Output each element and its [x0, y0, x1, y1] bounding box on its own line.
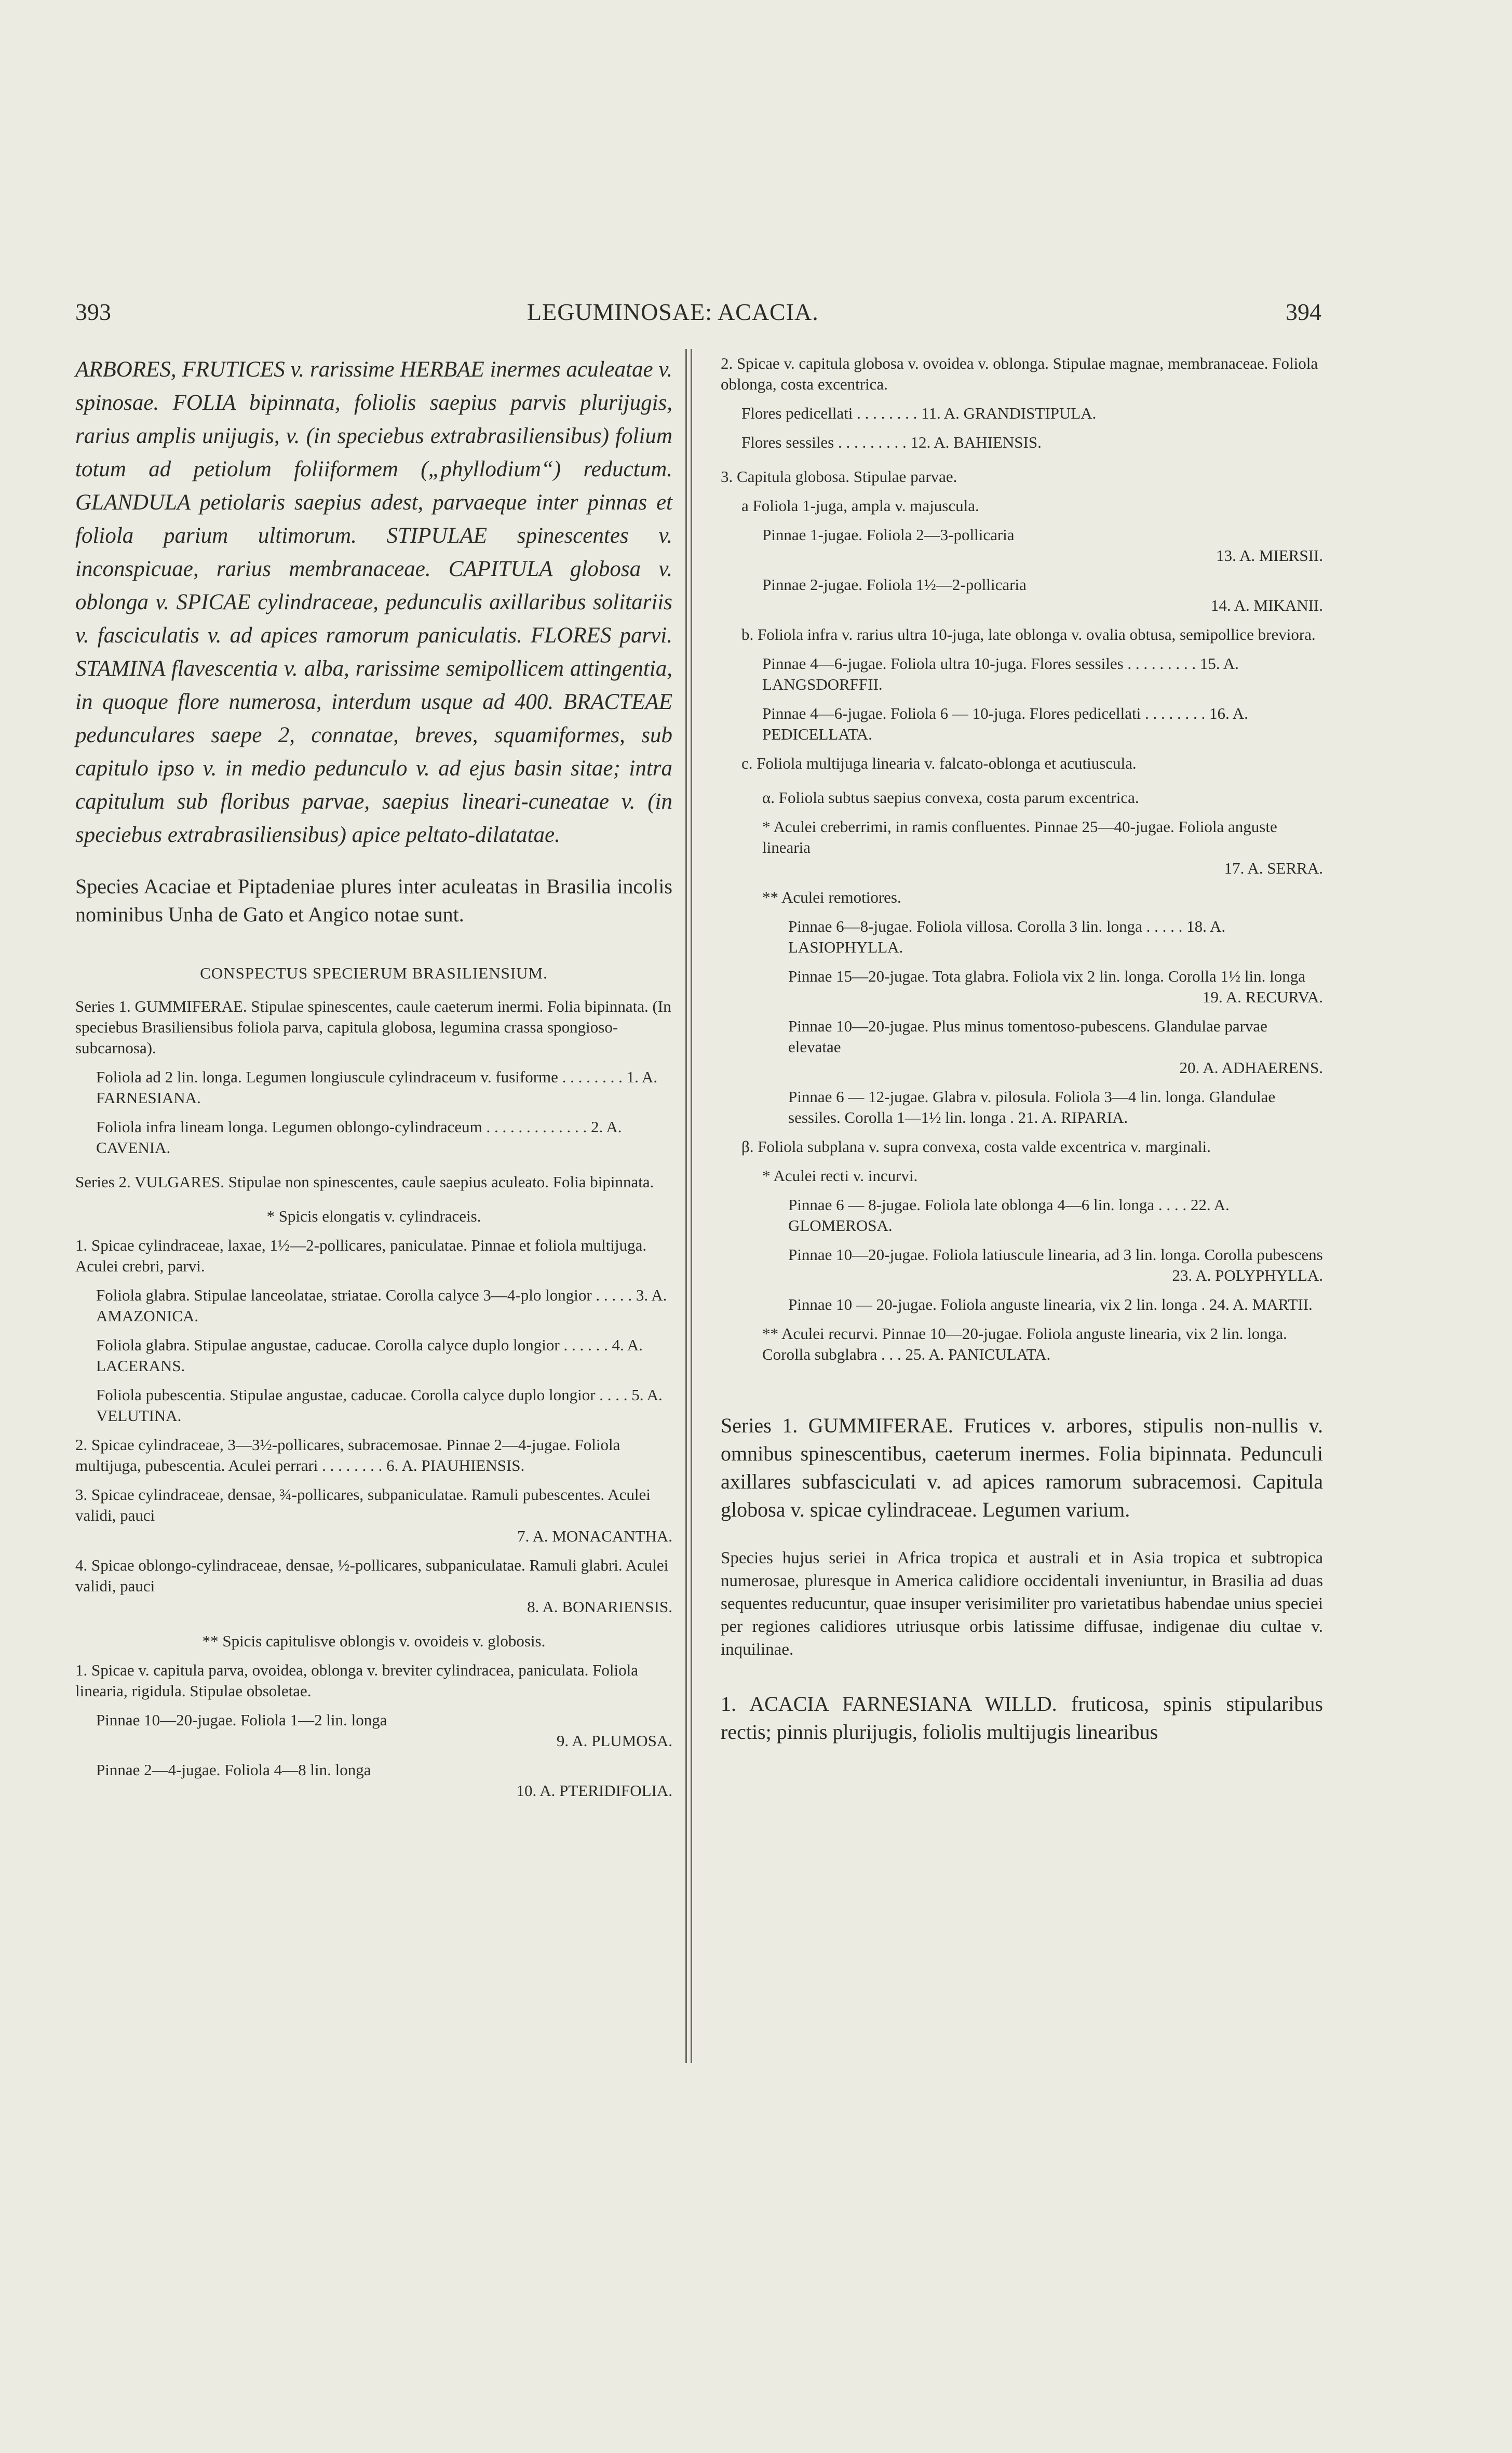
key-line: Foliola infra lineam longa. Legumen oblongo-cylindraceum . . . . . . . . . . . . . 2. A. CAVENIA. — [96, 1118, 622, 1157]
species-name: 14. A. MIKANII. — [1210, 596, 1323, 614]
key-line: c. Foliola multijuga linearia v. falcato-oblonga et acutiuscula. — [741, 754, 1137, 772]
key-line: Flores pedicellati . . . . . . . . 11. A. GRANDISTIPULA. — [741, 404, 1097, 422]
key-line: Series 2. VULGARES. Stipulae non spinescentes, caule saepius aculeato. Folia bipinnata. — [75, 1173, 654, 1191]
key-line: * Aculei recti v. incurvi. — [762, 1167, 918, 1185]
key-line: ** Aculei recurvi. Pinnae 10—20-jugae. Foliola anguste linearia, vix 2 lin. longa. Corolla subglabra . . . 25. A. PANICULATA. — [762, 1324, 1287, 1363]
key-heading: ** Spicis capitulisve oblongis v. ovoideis v. globosis. — [202, 1632, 546, 1650]
key-line: Pinnae 4—6-jugae. Foliola ultra 10-juga. Flores sessiles . . . . . . . . . 15. A. LANGSDORFFII. — [762, 654, 1239, 693]
key-line: a Foliola 1-juga, ampla v. majuscula. — [741, 497, 979, 515]
species-name: 9. A. PLUMOSA. — [556, 1732, 672, 1750]
key-line: Pinnae 6 — 8-jugae. Foliola late oblonga 4—6 lin. longa . . . . 22. A. GLOMEROSA. — [788, 1196, 1230, 1235]
key-line: Flores sessiles . . . . . . . . . 12. A. BAHIENSIS. — [741, 433, 1042, 451]
key-line: 3. Spicae cylindraceae, densae, ¾-pollicares, subpaniculatae. Ramuli pubescentes. Aculei validi, pauci — [75, 1485, 651, 1524]
key-line: 4. Spicae oblongo-cylindraceae, densae, ½-pollicares, subpaniculatae. Ramuli glabri. Aculei validi, pauci — [75, 1556, 669, 1595]
key-line: Pinnae 10 — 20-jugae. Foliola anguste linearia, vix 2 lin. longa . 24. A. MARTII. — [788, 1295, 1313, 1313]
species-paragraph: Species Acaciae et Piptadeniae plures inter aculeatas in Brasilia incolis nominibus Unha de Gato et Angico notae sunt. — [75, 875, 672, 926]
key-line: Pinnae 10—20-jugae. Foliola 1—2 lin. longa — [96, 1711, 387, 1729]
page-number-left: 393 — [75, 299, 111, 325]
key-line: * Aculei creberrimi, in ramis confluentes. Pinnae 25—40-jugae. Foliola anguste linearia — [762, 817, 1277, 856]
key-line: Pinnae 6 — 12-jugae. Glabra v. pilosula. Foliola 3—4 lin. longa. Glandulae sessiles. Corolla 1—1½ lin. longa . 21. A. RIPARIA. — [788, 1088, 1276, 1127]
key-line: Pinnae 2-jugae. Foliola 1½—2-pollicaria — [762, 575, 1027, 594]
key-line: α. Foliola subtus saepius convexa, costa parum excentrica. — [762, 788, 1139, 807]
page-number-right: 394 — [1286, 299, 1321, 325]
key-line: 1. Spicae v. capitula parva, ovoidea, oblonga v. breviter cylindracea, paniculata. Foliola linearia, rigidula. Stipulae obsoletae. — [75, 1661, 639, 1700]
key-line: Pinnae 2—4-jugae. Foliola 4—8 lin. longa — [96, 1761, 371, 1779]
species-name: 19. A. RECURVA. — [1202, 988, 1323, 1006]
species-name: 7. A. MONACANTHA. — [517, 1527, 672, 1545]
key-line: ** Aculei remotiores. — [762, 888, 901, 906]
key-line: Series 1. GUMMIFERAE. Stipulae spinescentes, caule caeterum inermi. Folia bipinnata. (In speciebus Brasiliensibus foliola parva, capitula globosa, legumina crassa spongioso-subcarnosa). — [75, 997, 671, 1057]
page-header — [75, 298, 1321, 329]
right-column — [721, 353, 1323, 1746]
key-heading: * Spicis elongatis v. cylindraceis. — [266, 1207, 481, 1225]
species-note: Species hujus seriei in Africa tropica et australi et in Asia tropica et subtropica numerosae, pluresque in America calidiore occidentali inveniuntur, in Brasilia ad duas sequentes reducuntur, quae insuper verisimiliter pro varietatibus habendae unius speciei per regiones calidiores utriusque orbis latissime diffusae, indigenae diu cultae v. inquilinae. — [721, 1549, 1323, 1659]
key-line: 2. Spicae cylindraceae, 3—3½-pollicares, subracemosae. Pinnae 2—4-jugae. Foliola multijuga, pubescentia. Aculei perrari . . . . . . . . 6. A. PIAUHIENSIS. — [75, 1436, 620, 1475]
key-line: Pinnae 10—20-jugae. Foliola latiuscule linearia, ad 3 lin. longa. Corolla pubescens — [788, 1245, 1323, 1264]
series-paragraph: Series 1. GUMMIFERAE. Frutices v. arbores, stipulis non-nullis v. omnibus spinescentibus, caeterum inermes. Folia bipinnata. Pedunculi axillares subfasciculati v. ad apices ramorum subracemosi. Capitula globosa v. spicae cylindraceae. Legumen varium. — [721, 1414, 1323, 1521]
key-line: Foliola pubescentia. Stipulae angustae, caducae. Corolla calyce duplo longior . . . . 5. A. VELUTINA. — [96, 1386, 663, 1425]
key-line: Foliola ad 2 lin. longa. Legumen longiuscule cylindraceum v. fusiforme . . . . . . . . 1. A. FARNESIANA. — [96, 1068, 658, 1107]
species-name: 17. A. SERRA. — [1224, 859, 1323, 877]
key-line: Pinnae 15—20-jugae. Tota glabra. Foliola vix 2 lin. longa. Corolla 1½ lin. longa — [788, 967, 1305, 985]
key-line: 3. Capitula globosa. Stipulae parvae. — [721, 467, 957, 486]
key-line: 2. Spicae v. capitula globosa v. ovoidea v. oblonga. Stipulae magnae, membranaceae. Foliola oblonga, costa excentrica. — [721, 354, 1318, 393]
key-line: Pinnae 1-jugae. Foliola 2—3-pollicaria — [762, 526, 1015, 544]
key-line: Foliola glabra. Stipulae angustae, caducae. Corolla calyce duplo longior . . . . . . 4. A. LACERANS. — [96, 1336, 643, 1375]
species-name: 20. A. ADHAERENS. — [1179, 1058, 1323, 1077]
key-line: b. Foliola infra v. rarius ultra 10-juga, late oblonga v. ovalia obtusa, semipollice breviora. — [741, 625, 1316, 644]
key-line: 1. Spicae cylindraceae, laxae, 1½—2-pollicares, paniculatae. Pinnae et foliola multijuga. Aculei crebri, parvi. — [75, 1236, 647, 1275]
conspectus-title: CONSPECTUS SPECIERUM BRASILIENSIUM. — [200, 964, 548, 982]
species-name: 23. A. POLYPHYLLA. — [1172, 1266, 1323, 1284]
key-line: Pinnae 10—20-jugae. Plus minus tomentoso-pubescens. Glandulae parvae elevatae — [788, 1017, 1267, 1056]
key-line: Foliola glabra. Stipulae lanceolatae, striatae. Corolla calyce 3—4-plo longior . . . . . 3. A. AMAZONICA. — [96, 1286, 667, 1325]
genus-description: ARBORES, FRUTICES v. rarissime HERBAE inermes aculeatae v. spinosae. FOLIA bipinnata, foliolis saepius parvis plurijugis, rarius amplis unijugis, v. (in speciebus extrabrasiliensibus) folium totum ad petiolum foliiformem („phyllodium“) reductum. GLANDULA petiolaris saepius adest, parvaeque inter pinnas et foliola parium ultimorum. STIPULAE spinescentes v. inconspicuae, rarius membranaceae. CAPITULA globosa v. oblonga v. SPICAE cylindraceae, pedunculis axillaribus solitariis v. fasciculatis v. ad apices ramorum paniculatis. FLORES parvi. STAMINA flavescentia v. alba, rarissime semipollicem attingentia, in quoque flore numerosa, interdum usque ad 400. BRACTEAE pedunculares saepe 2, connatae, breves, squamiformes, sub capitulo ipso v. in medio pedunculo v. ad ejus basin sitae; intra capitulum sub floribus parvae, saepius lineari-cuneatae v. (in speciebus extrabrasiliensibus) apice peltato-dilatatae. — [75, 357, 672, 847]
column-divider — [691, 349, 692, 2063]
running-title: LEGUMINOSAE: ACACIA. — [527, 299, 819, 325]
species-name: 13. A. MIERSII. — [1216, 546, 1323, 565]
key-line: Pinnae 6—8-jugae. Foliola villosa. Corolla 3 lin. longa . . . . . 18. A. LASIOPHYLLA. — [788, 917, 1226, 956]
key-line: Pinnae 4—6-jugae. Foliola 6 — 10-juga. Flores pedicellati . . . . . . . . 16. A. PEDICELLATA. — [762, 704, 1248, 743]
key-line: β. Foliola subplana v. supra convexa, costa valde excentrica v. marginali. — [741, 1137, 1211, 1156]
species-name: 8. A. BONARIENSIS. — [527, 1598, 672, 1616]
species-name: 10. A. PTERIDIFOLIA. — [516, 1781, 672, 1800]
species-entry: 1. ACACIA FARNESIANA WILLD. fruticosa, spinis stipularibus rectis; pinnis plurijugis, foliolis multijugis linearibus — [721, 1692, 1323, 1744]
left-column — [75, 353, 672, 1801]
column-divider — [685, 349, 687, 2063]
